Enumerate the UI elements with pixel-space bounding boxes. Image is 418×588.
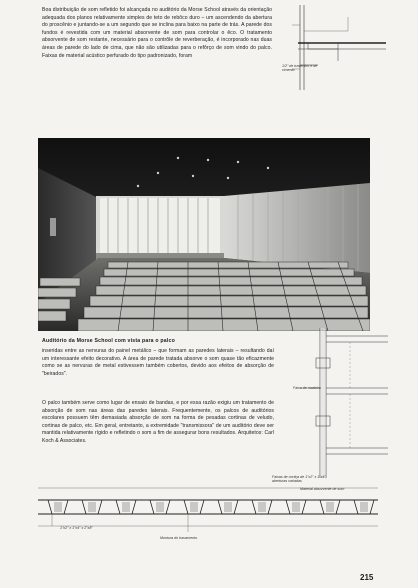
detail-label-mid: Faixa de madeira xyxy=(293,386,321,390)
detail-label-bc: Montura do travamento xyxy=(160,536,198,540)
wall-section-drawing xyxy=(290,328,390,478)
body-paragraph-1: Boa distribuição de som refletido foi alcançada no auditório da Morse School através da orientação adequada dos planos relativamente simples de teto de rebôco duro – um ascendendo da abertura do proscênio e juntando-se a um segundo que se inclina para baixo na parte de trás. A parede dos fundos é revestida com um material absorvente de som para controlar o êco. O tratamento absorvente de som restante, necessário para o contrôle de reverberação, é incorporado nas duas áreas de parede do lado de cima, que não são utilizadas para o refôrço de som vindo do palco. Faixas de material acústico perfurado do tipo padronizado, foram xyxy=(42,7,272,59)
detail-label-br2: Material absorvente de som xyxy=(300,487,345,491)
body-paragraph-2: inseridas entre as nervuras do painel metálico – que formam as paredes laterais – resultando daí um interessante efeito decorativo. A área de parede tratada absorve o som quase tão eficazmente como se as nervuras de metal estivessem também cobertos, devido aos efeitos de absorção de "beirados". xyxy=(42,348,274,377)
detail-label-bl: 1"x2" x 1"x4" x 2"x8" xyxy=(60,526,93,530)
photo-caption: Auditório da Morse School com vista para o palco xyxy=(42,338,175,344)
detail-label-top: 1/2" de travertino e de cimento xyxy=(282,64,318,73)
wall-detail-top-drawing xyxy=(278,5,388,90)
detail-label-br1: Faixas de cortiça de 1"x2" x 1"x4", aberturas variadas xyxy=(272,475,327,484)
auditorium-photo xyxy=(38,138,370,331)
page-number: 215 xyxy=(360,573,374,582)
body-paragraph-3: O palco também serve como lugar de ensaio de bandas, e por essa razão exigiu um tratamento de absorção de som nas áreas das paredes laterais. Frequentemente, os palcos de auditórios escolares possuem têm demasiada absorção de som na forma de pesadas cortinas de veludo, cortinas de palco, etc. Em geral, entretanto, a extremidade "transmissora" de um auditório deve ser mantida relativamente rígido e refletindo o som a fim de assegurar bons resultados. Arquitetos: Carl Koch & Associates. xyxy=(42,400,274,444)
